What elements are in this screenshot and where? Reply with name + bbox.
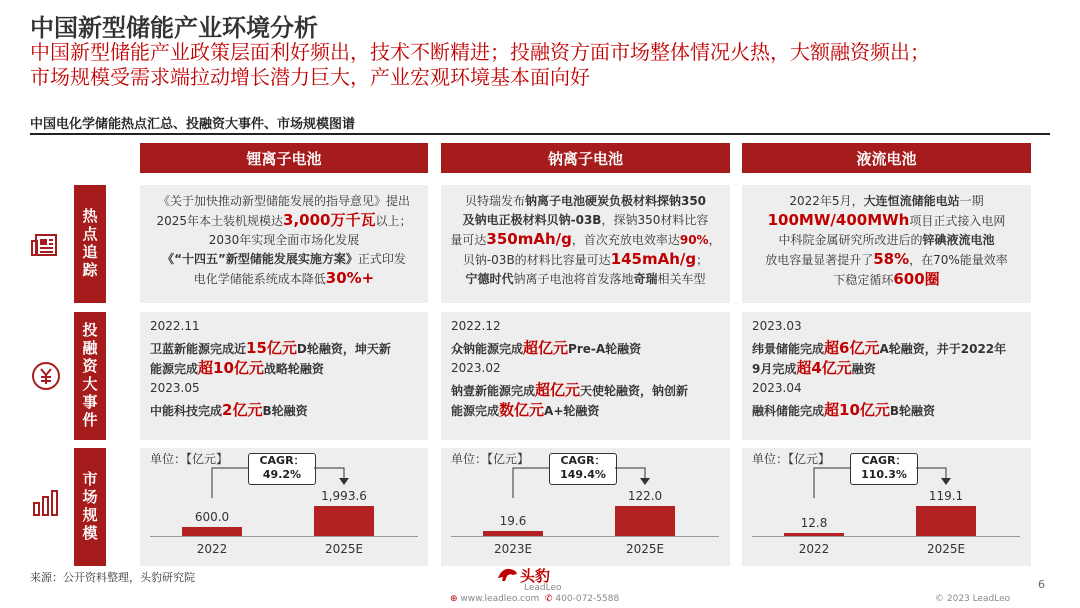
x-label-sodium-2025E: 2025E <box>625 542 665 556</box>
invest-lithium-date-2: 2023.05 <box>150 381 200 395</box>
bar-lithium-2025E <box>314 506 374 536</box>
column-header-lithium: 锂离子电池 <box>140 143 428 173</box>
hot-flow-text: 中科院金属研究所改进后的 <box>778 233 923 247</box>
hot-lithium-text: 2025年本土装机规模达 <box>156 214 284 228</box>
invest-flow-date-2: 2023.04 <box>752 381 802 395</box>
hot-lithium-text: 以上； <box>375 214 412 228</box>
invest-lithium-text: 能源完成 <box>150 362 199 376</box>
invest-lithium-text: 卫蓝新能源完成近 <box>150 342 247 356</box>
hot-flow-text: 下稳定循环 <box>833 273 894 287</box>
globe-icon: ⊕ <box>450 594 458 604</box>
invest-flow-text: 9月完成 <box>752 362 797 376</box>
row-label-invest: 投融资大事件 <box>74 312 106 440</box>
hot-flow-text: ，在70%能量效率 <box>909 253 1008 267</box>
invest-sodium-date-2: 2023.02 <box>451 361 501 375</box>
invest-flow-amount-3: 超10亿元 <box>824 401 890 419</box>
hot-lithium-policy2: 《“十四五”新型储能发展实施方案》 <box>162 252 358 266</box>
row-label-market: 市场规模 <box>74 448 106 566</box>
hot-flow-value-3: 600圈 <box>893 270 940 288</box>
hot-sodium-text: ； <box>696 253 709 267</box>
hot-cell-sodium <box>441 185 730 303</box>
invest-cell-sodium <box>441 312 730 440</box>
bar-lithium-2022 <box>182 527 242 536</box>
invest-sodium-text: 众钠能源完成 <box>451 342 524 356</box>
chart-axis-sodium <box>451 536 719 537</box>
section-title: 中国电化学储能热点汇总、投融资大事件、市场规模图谱 <box>30 117 356 132</box>
hot-cell-flow <box>742 185 1031 303</box>
chart-axis-lithium <box>150 536 418 537</box>
cagr-value: 149.4% <box>560 468 606 481</box>
newspaper-icon <box>30 229 62 261</box>
hot-lithium-text: 正式印发 <box>357 252 406 266</box>
hot-sodium-text: 贝钠-03B的材料比容量可达 <box>462 253 611 267</box>
bar-sodium-2025E <box>615 506 675 536</box>
bar-value-flow-2025E: 119.1 <box>928 489 964 503</box>
x-label-flow-2022: 2022 <box>798 542 830 556</box>
hot-sodium-text: 贝特瑞发布 <box>464 194 525 208</box>
chart-unit-flow: 单位：【亿元】 <box>752 452 831 466</box>
hot-sodium-text: 宁德时代 <box>465 272 514 286</box>
chart-axis-flow <box>752 536 1020 537</box>
chart-unit-lithium: 单位：【亿元】 <box>150 452 229 466</box>
invest-cell-lithium <box>140 312 428 440</box>
x-label-sodium-2023E: 2023E <box>493 542 533 556</box>
source-note: 来源：公开资料整理，头豹研究院 <box>30 571 195 584</box>
website-link[interactable] <box>450 594 539 604</box>
invest-sodium-text: Pre-A轮融资 <box>568 342 642 356</box>
hot-sodium-value-1: 350mAh/g <box>486 230 572 248</box>
hot-flow-value-1: 100MW/400MWh <box>767 211 910 229</box>
bar-flow-2022 <box>784 533 844 536</box>
hot-sodium-text: ，首次充放电效率达 <box>571 233 680 247</box>
hot-flow-text: 一期 <box>959 194 984 208</box>
invest-flow-text: 纬景储能完成 <box>752 342 825 356</box>
invest-lithium-text: 战略轮融资 <box>263 362 324 376</box>
column-header-sodium: 钠离子电池 <box>441 143 730 173</box>
invest-lithium-date-1: 2022.11 <box>150 319 200 333</box>
subtitle-line-1: 中国新型储能产业政策层面利好频出，技术不断精进；投融资方面市场整体情况火热，大额融资频出； <box>30 40 930 64</box>
invest-lithium-amount-2: 超10亿元 <box>198 359 264 377</box>
copyright: © 2023 LeadLeo <box>935 594 1011 604</box>
invest-sodium-amount-3: 数亿元 <box>499 401 545 419</box>
hot-sodium-text: 相关车型 <box>657 272 706 286</box>
hot-sodium-text: ， <box>708 233 721 247</box>
invest-cell-flow <box>742 312 1031 440</box>
invest-flow-text: 融科储能完成 <box>752 404 825 418</box>
hot-sodium-text: 钠离子电池硬炭负极材料探钠350 <box>524 194 707 208</box>
phone-info <box>545 594 619 604</box>
brand-logo-en: LeadLeo <box>524 583 562 593</box>
bar-value-sodium-2023E: 19.6 <box>499 514 527 528</box>
cagr-value: 49.2% <box>262 468 302 481</box>
x-label-lithium-2025E: 2025E <box>324 542 364 556</box>
hot-cell-lithium <box>140 185 428 303</box>
hot-lithium-text: 2030年实现全面市场化发展 <box>208 233 360 247</box>
hot-sodium-value-2: 90% <box>679 233 709 247</box>
subtitle-line-2: 市场规模受需求端拉动增长潜力巨大，产业宏观环境基本面向好 <box>30 65 590 89</box>
invest-sodium-text: 能源完成 <box>451 404 500 418</box>
hot-lithium-value-1: 3,000万千瓦 <box>283 211 376 229</box>
invest-lithium-text: B轮融资 <box>262 404 308 418</box>
invest-flow-date-1: 2023.03 <box>752 319 802 333</box>
page-number: 6 <box>1038 578 1045 591</box>
hot-lithium-value-2: 30%+ <box>325 269 375 287</box>
invest-lithium-amount-1: 15亿元 <box>246 339 297 357</box>
bar-value-lithium-2025E: 1,993.6 <box>321 489 367 503</box>
hot-sodium-text: 及钠电正极材料贝钠-03B <box>462 213 602 227</box>
row-label-hot: 热点追踪 <box>74 185 106 303</box>
phone-icon: ✆ <box>545 594 553 604</box>
leopard-logo-icon <box>496 564 518 584</box>
invest-sodium-text: A+轮融资 <box>544 404 600 418</box>
chart-unit-sodium: 单位：【亿元】 <box>451 452 530 466</box>
hot-flow-text: 大连恒流储能电站 <box>863 194 960 208</box>
hot-lithium-text: 电化学储能系统成本降低 <box>193 272 326 286</box>
hot-flow-value-2: 58% <box>873 250 910 268</box>
invest-flow-text: 融资 <box>851 362 876 376</box>
bar-sodium-2023E <box>483 531 543 536</box>
page-title: 中国新型储能产业环境分析 <box>30 14 318 42</box>
invest-sodium-text: 天使轮融资，钠创新 <box>580 384 689 398</box>
section-divider <box>30 133 1050 135</box>
invest-lithium-amount-3: 2亿元 <box>222 401 263 419</box>
hot-sodium-text: 量可达 <box>450 233 487 247</box>
bar-chart-icon <box>30 487 62 519</box>
page-subtitle <box>30 40 1070 90</box>
hot-flow-text: 放电容量显著提升了 <box>765 253 874 267</box>
cagr-value: 110.3% <box>861 468 907 481</box>
invest-sodium-date-1: 2022.12 <box>451 319 501 333</box>
hot-sodium-text: 奇瑞 <box>633 272 658 286</box>
yuan-coin-icon <box>30 360 62 392</box>
brand-logo-text: 头豹 <box>520 567 551 585</box>
hot-sodium-text: 钠离子电池将首发落地 <box>513 272 634 286</box>
hot-flow-text: 锌碘液流电池 <box>922 233 995 247</box>
invest-flow-amount-1: 超6亿元 <box>824 339 880 357</box>
bar-value-flow-2022: 12.8 <box>800 516 828 530</box>
invest-sodium-amount-1: 超亿元 <box>523 339 569 357</box>
hot-lithium-policy1: 《关于加快推动新型储能发展的指导意见》提出 <box>157 194 410 208</box>
invest-lithium-text: 中能科技完成 <box>150 404 223 418</box>
bar-flow-2025E <box>916 506 976 536</box>
hot-flow-text: 2022年5月， <box>789 194 864 208</box>
bar-value-sodium-2025E: 122.0 <box>627 489 663 503</box>
cagr-label: CAGR： <box>560 454 606 467</box>
invest-lithium-text: D轮融资，坤天新 <box>296 342 391 356</box>
invest-sodium-amount-2: 超亿元 <box>535 381 581 399</box>
bar-value-lithium-2022: 600.0 <box>194 510 230 524</box>
website-text: www.leadleo.com <box>460 594 540 604</box>
x-label-lithium-2022: 2022 <box>196 542 228 556</box>
hot-sodium-text: ，探钠350材料比容 <box>601 213 709 227</box>
invest-flow-text: B轮融资 <box>889 404 936 418</box>
invest-sodium-text: 钠壹新能源完成 <box>451 384 536 398</box>
hot-sodium-value-3: 145mAh/g <box>610 250 697 268</box>
phone-text: 400-072-5588 <box>555 594 620 604</box>
column-header-flow: 液流电池 <box>742 143 1031 173</box>
invest-flow-text: A轮融资，并于2022年 <box>879 342 1007 356</box>
x-label-flow-2025E: 2025E <box>926 542 966 556</box>
hot-flow-text: 项目正式接入电网 <box>909 214 1006 228</box>
cagr-label: CAGR： <box>259 454 305 467</box>
invest-flow-amount-2: 超4亿元 <box>796 359 852 377</box>
cagr-label: CAGR： <box>861 454 907 467</box>
